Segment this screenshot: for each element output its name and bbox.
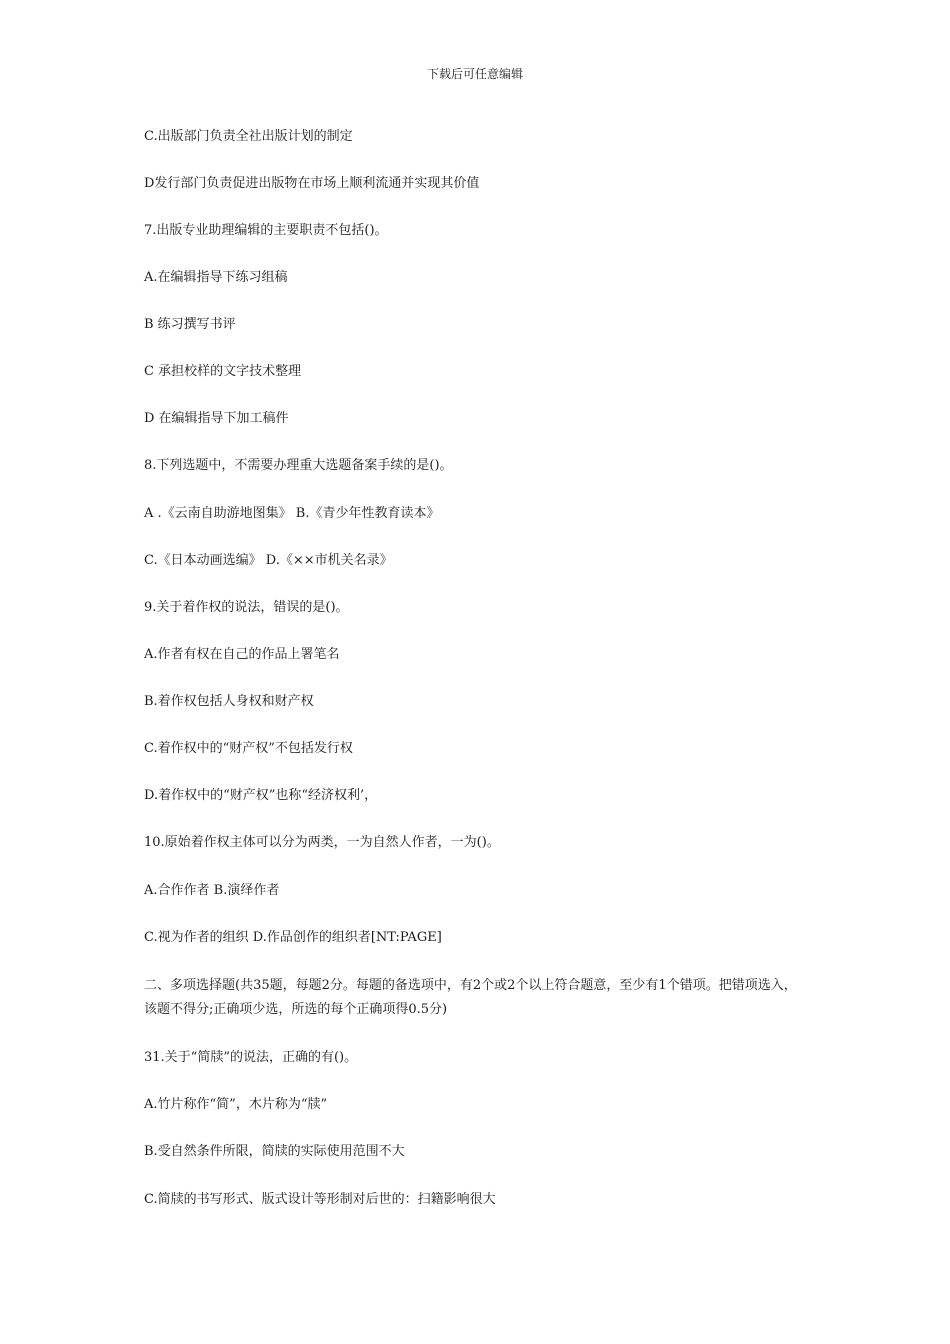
option-line: A.竹片称作“简”，木片称为“牍” xyxy=(144,1097,328,1112)
section-heading: 二、多项选择题(共35题，每题2分。每题的备选项中，有2个或2个以上符合题意，至少有1个错项。把错项选入，该题不得分;正确项少选，所选的每个正确项得0.5分) xyxy=(144,978,797,1017)
option-line: B 练习撰写书评 xyxy=(144,317,236,332)
question-line: 9.关于着作权的说法，错误的是()。 xyxy=(144,600,349,615)
option-line: C 承担校样的文字技术整理 xyxy=(144,364,302,379)
option-line: C.简牍的书写形式、版式设计等形制对后世的：扫籍影响很大 xyxy=(144,1192,496,1207)
option-line: C.《日本动画选编》 D.《××市机关名录》 xyxy=(144,553,393,568)
option-line: C.视为作者的组织 D.作品创作的组织者[NT:PAGE] xyxy=(144,930,442,945)
option-line: B.着作权包括人身权和财产权 xyxy=(144,694,314,709)
option-line: C.着作权中的“财产权”不包括发行权 xyxy=(144,741,353,756)
option-line: B.受自然条件所限，简牍的实际使用范围不大 xyxy=(144,1144,405,1159)
question-line: 8.下列选题中，不需要办理重大选题备案手续的是()。 xyxy=(144,458,453,473)
option-line: A.作者有权在自己的作品上署笔名 xyxy=(144,647,340,662)
option-line: D.着作权中的“财产权”也称“经济权利’， xyxy=(144,788,378,803)
option-line: D 在编辑指导下加工稿件 xyxy=(144,411,289,426)
option-line: C.出版部门负责全社出版计划的制定 xyxy=(144,129,353,144)
option-line: A.在编辑指导下练习组稿 xyxy=(144,270,288,285)
option-line: A.合作作者 B.演绎作者 xyxy=(144,883,280,898)
question-line: 10.原始着作权主体可以分为两类，一为自然人作者，一为()。 xyxy=(144,835,500,850)
question-line: 7.出版专业助理编辑的主要职责不包括()。 xyxy=(144,223,388,238)
question-line: 31.关于“简牍”的说法，正确的有()。 xyxy=(144,1050,358,1065)
option-line: A .《云南自助游地图集》 B.《青少年性教育读本》 xyxy=(144,506,440,521)
option-line: D发行部门负责促进出版物在市场上顺利流通并实现其价值 xyxy=(144,176,480,191)
page-header: 下载后可任意编辑 xyxy=(426,67,523,81)
